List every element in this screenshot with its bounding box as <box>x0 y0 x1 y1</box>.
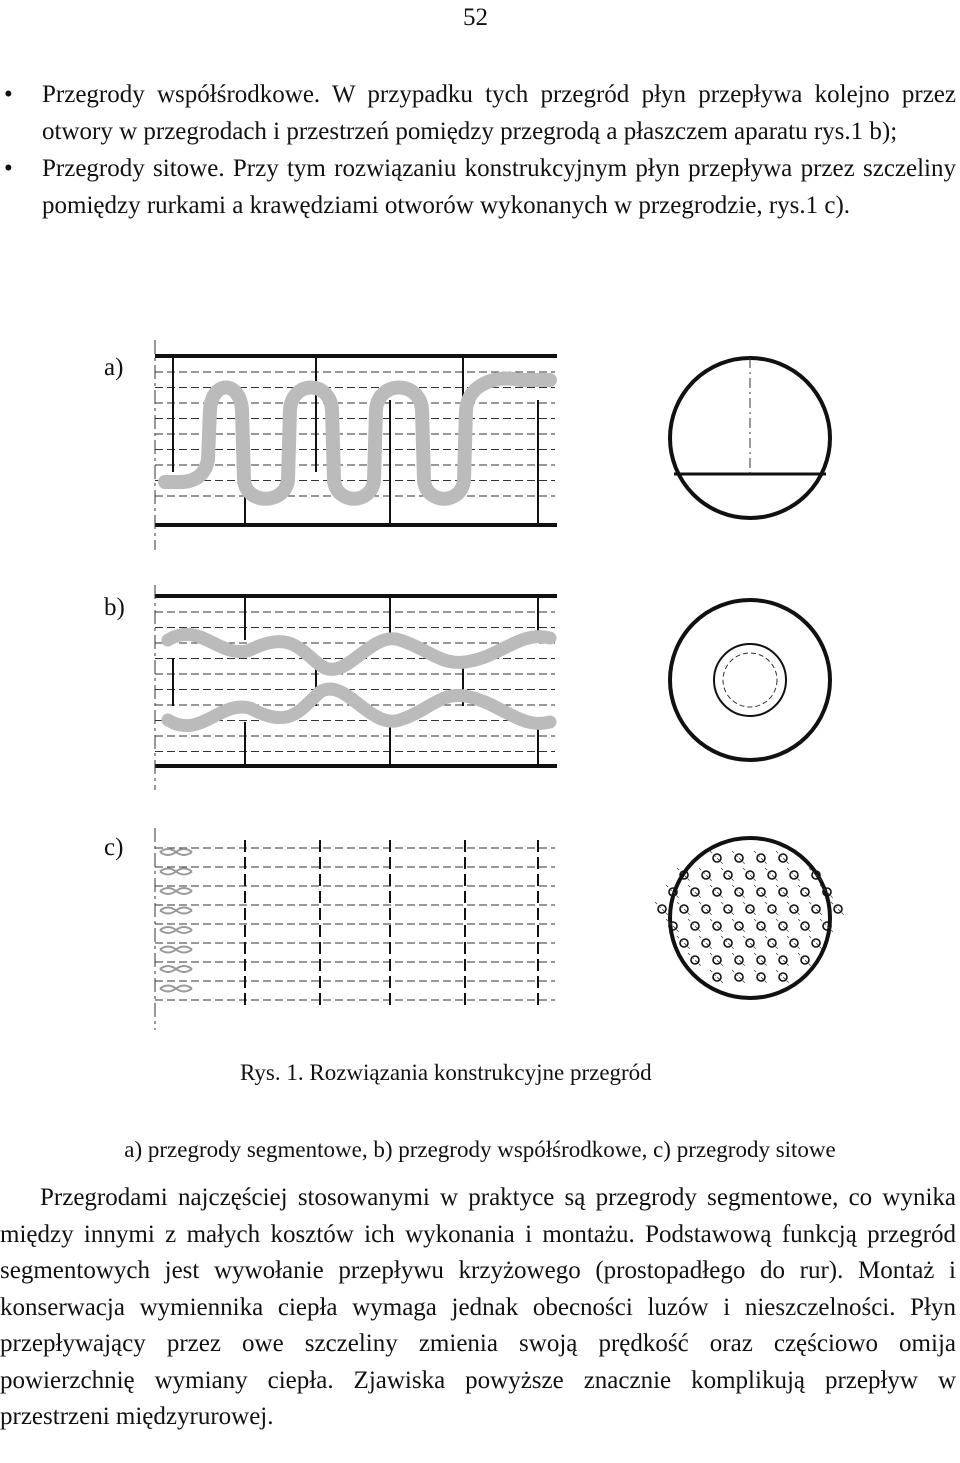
tube-axis-mark <box>798 919 812 933</box>
tube-axis-mark <box>721 936 735 950</box>
tube-axis-mark <box>754 953 768 967</box>
flow-ripple <box>160 947 192 953</box>
tube-axis-mark <box>710 851 724 865</box>
tube-axis-mark <box>776 851 790 865</box>
tube-axis-mark <box>754 851 768 865</box>
tube-axis-mark <box>732 851 746 865</box>
tube-axis-mark <box>721 902 735 916</box>
tube-axis-mark <box>743 936 757 950</box>
tube-axis-mark <box>710 919 724 933</box>
flow-ripple <box>160 908 192 914</box>
inner-baffle-circle <box>714 644 786 716</box>
tube-axis-mark <box>732 970 746 984</box>
figure-caption-subtitle: a) przegrody segmentowe, b) przegrody współśrodkowe, c) przegrody sitowe <box>124 1137 836 1162</box>
tube-axis-mark <box>809 902 823 916</box>
tube-axis-mark <box>732 885 746 899</box>
tube-axis-mark <box>776 919 790 933</box>
tube-axis-mark <box>710 970 724 984</box>
tube-axis-mark <box>688 953 702 967</box>
tube-axis-mark <box>732 919 746 933</box>
tube-axis-mark <box>732 953 746 967</box>
tube-axis-mark <box>776 885 790 899</box>
list-item-sieve-baffles: • Przegrody sitowe. Przy tym rozwiązaniu konstrukcyjnym płyn przepływa przez szczeliny pomiędzy rurkami a krawędziami otworów wykonanych w przegrodzie, rys.1 c). <box>0 150 960 224</box>
tube-axis-mark <box>677 936 691 950</box>
tube-axis-mark <box>688 885 702 899</box>
tube-axis-mark <box>765 936 779 950</box>
figure-baffle-designs <box>0 340 960 1040</box>
tube-axis-mark <box>699 936 713 950</box>
tube-axis-mark <box>776 970 790 984</box>
tube-axis-mark <box>754 970 768 984</box>
tube-axis-mark <box>743 868 757 882</box>
tube-axis-mark <box>743 902 757 916</box>
tube-axis-mark <box>710 885 724 899</box>
figure-label-a: a) <box>104 354 124 381</box>
flow-ripple <box>160 849 192 855</box>
page-number: 52 <box>463 4 488 31</box>
tube-axis-mark <box>787 868 801 882</box>
tube-axis-mark <box>765 868 779 882</box>
shell-cross-section <box>670 838 830 998</box>
figure-label-b: b) <box>104 594 125 621</box>
tube-axis-mark <box>831 902 845 916</box>
tube-axis-mark <box>677 902 691 916</box>
baffle-types-list <box>0 76 960 224</box>
tube-axis-mark <box>809 936 823 950</box>
flow-ripple <box>160 966 192 972</box>
tube-axis-mark <box>754 885 768 899</box>
flow-ripple <box>160 888 192 894</box>
inner-dashed-circle <box>723 653 777 707</box>
tube-axis-mark <box>798 885 812 899</box>
tube-axis-mark <box>754 919 768 933</box>
flow-path-arrow <box>168 634 550 669</box>
body-paragraph: Przegrodami najczęściej stosowanymi w praktyce są przegrody segmentowe, co wynika między innymi z małych kosztów ich wykonania i montażu. Podstawową funkcją przegród segmentowych jest wywołanie przepływu krzyżowego (prostopadłego do rur). Montaż i konserwacja wymiennika ciepła wymaga jednak obecności luzów i nieszczelności. Płyn przepływający przez owe szczeliny zmienia swoją prędkość oraz częściowo omija powierzchnię wymiany ciepła. Zjawiska powyższe znacznie komplikują przepływ w przestrzeni międzyrurowej. <box>0 1184 956 1430</box>
tube-axis-mark <box>688 919 702 933</box>
shell-cross-section <box>670 600 830 760</box>
flow-ripple <box>160 986 192 992</box>
tube-axis-mark <box>699 868 713 882</box>
tube-axis-mark <box>787 936 801 950</box>
tube-axis-mark <box>655 902 669 916</box>
tube-axis-mark <box>721 868 735 882</box>
flow-ripple <box>160 869 192 875</box>
tube-axis-mark <box>699 902 713 916</box>
figure-caption-title: Rys. 1. Rozwiązania konstrukcyjne przegród <box>240 1060 652 1085</box>
baffle-diagram <box>0 340 960 1040</box>
list-item-concentric-baffles: • Przegrody współśrodkowe. W przypadku tych przegród płyn przepływa kolejno przez otwory w przegrodach i przestrzeń pomiędzy przegrodą a płaszczem aparatu rys.1 b); <box>0 76 960 150</box>
figure-label-c: c) <box>104 834 124 861</box>
tube-axis-mark <box>710 953 724 967</box>
tube-axis-mark <box>798 953 812 967</box>
tube-axis-mark <box>787 902 801 916</box>
tube-axis-mark <box>776 953 790 967</box>
flow-ripple <box>160 927 192 933</box>
tube-axis-mark <box>765 902 779 916</box>
